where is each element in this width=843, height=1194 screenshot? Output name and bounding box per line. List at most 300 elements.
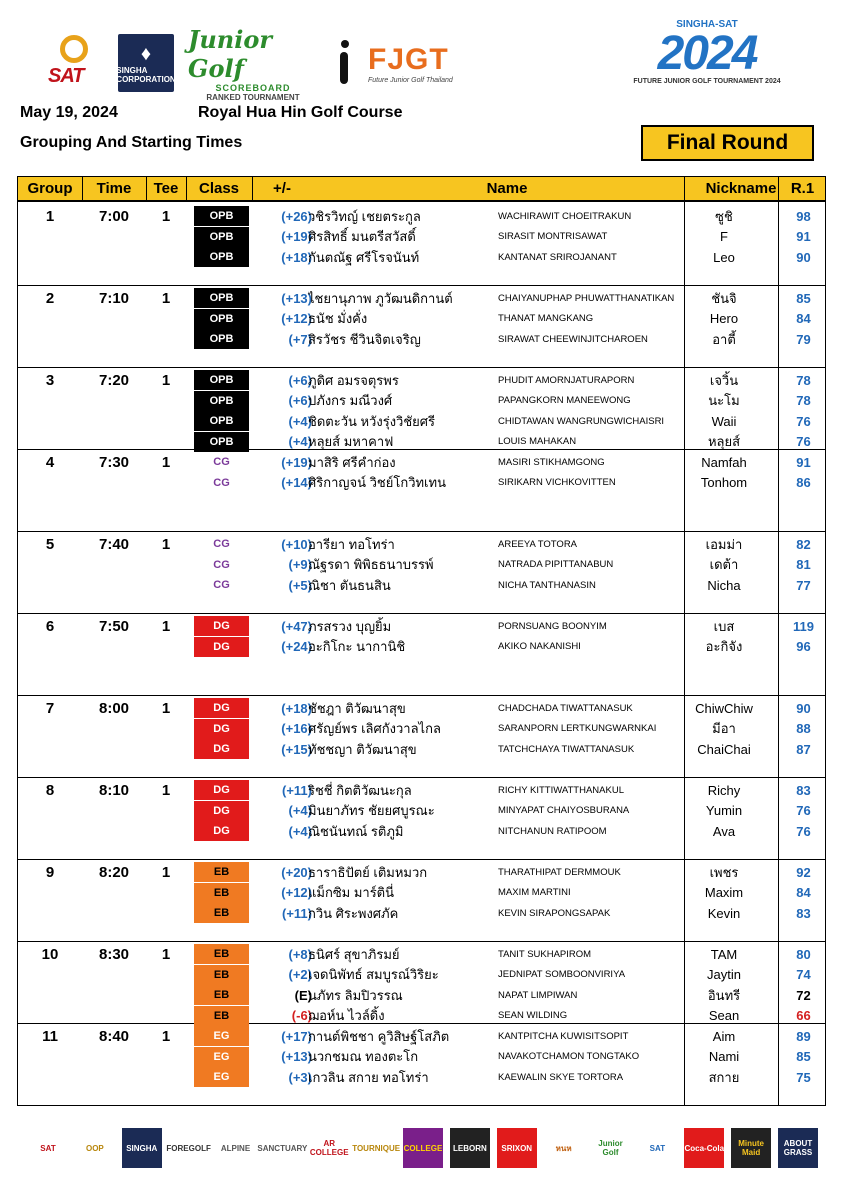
event-date: May 19, 2024 (20, 104, 118, 121)
player-name-thai: วชิรวิทญ์ เชยตระกูล (308, 208, 421, 224)
player-name-thai: ศรัญย์พร เลิศกังวาลไกล (308, 721, 441, 736)
table-row (18, 862, 825, 882)
class-badge: CG (194, 534, 249, 554)
group-block (18, 532, 825, 614)
player-nickname: หลุยส์ (707, 434, 741, 449)
player-nickname: Ava (712, 823, 736, 839)
plus-minus: (+18) (281, 700, 312, 716)
player-name-english: THANAT MANGKANG (498, 313, 594, 324)
player-nickname: เพชร (709, 864, 739, 880)
player-name-english: NITCHANUN RATIPOOM (498, 825, 607, 837)
group-number: 8 (45, 781, 55, 799)
sponsor-logo: Coca-Cola (684, 1128, 724, 1168)
player-nickname: อาตี้ (712, 331, 736, 347)
class-badge: EG (194, 1067, 249, 1087)
player-name-thai: กวิน ศิระพงศภัค (308, 905, 399, 921)
class-badge: OPB (194, 288, 249, 308)
player-name-english: SIRIKARN VICHKOVITTEN (498, 477, 616, 488)
round1-score: 90 (796, 700, 811, 716)
starting-times-table (17, 176, 826, 1106)
plus-minus: (+3) (288, 1069, 312, 1085)
table-row (18, 555, 825, 575)
sponsor-logo: LEBORN (450, 1128, 490, 1168)
class-badge: OPB (194, 432, 249, 452)
player-name-thai: อะกิโกะ นากานิชิ (308, 639, 406, 654)
round1-score: 91 (796, 229, 811, 244)
player-name-thai: ณัฐรดา พิพิธธนาบรรพ์ (308, 557, 434, 572)
class-badge: DG (194, 739, 249, 759)
class-badge: EB (194, 903, 249, 923)
player-nickname: Tonhom (700, 475, 748, 490)
table-row (18, 534, 825, 554)
player-name-english: SEAN WILDING (498, 1010, 568, 1021)
table-row (18, 473, 825, 493)
player-name-thai: เจดนิพัทธ์ สมบูรณ์วิริยะ (308, 967, 439, 982)
player-name-english: RICHY KITTIWATTHANAKUL (498, 784, 624, 796)
round1-score: 79 (796, 331, 811, 347)
tee-time: 7:20 (98, 371, 130, 389)
group-number: 3 (45, 371, 55, 389)
sponsor-logo: Junior Golf (591, 1128, 631, 1168)
table-row (18, 801, 825, 821)
table-row (18, 1006, 825, 1026)
player-nickname: เบส (713, 618, 735, 634)
player-name-thai: ชิดตะวัน หวังรุ่งวิชัยศรี (308, 413, 436, 429)
table-row (18, 637, 825, 657)
player-name-english: NATRADA PIPITTANABUN (498, 559, 614, 570)
player-name-english: MAXIM MARTINI (498, 887, 571, 898)
player-name-thai: ชัชฎา ติวัฒนาสุข (308, 700, 406, 716)
player-name-english: JEDNIPAT SOMBOONVIRIYA (498, 969, 626, 980)
round1-score: 96 (796, 639, 811, 654)
class-badge: DG (194, 780, 249, 800)
group-block (18, 696, 825, 778)
plus-minus: (+10) (281, 536, 312, 552)
tee-time: 8:30 (98, 945, 130, 963)
header-logos (48, 24, 478, 102)
player-nickname: สกาย (708, 1069, 740, 1085)
table-row (18, 883, 825, 903)
table-row (18, 391, 825, 411)
player-nickname: เดต้า (709, 557, 739, 572)
player-name-english: SARANPORN LERTKUNGWARNKAI (498, 723, 657, 734)
player-name-english: CHIDTAWAN WANGRUNGWICHAISRI (498, 415, 665, 427)
golfer-icon (332, 34, 354, 92)
table-row (18, 370, 825, 390)
table-row (18, 1026, 825, 1046)
player-nickname: Kevin (707, 905, 741, 921)
round1-score: 85 (796, 290, 811, 306)
plus-minus: (+11) (282, 782, 312, 798)
col-tee: Tee (153, 180, 179, 197)
plus-minus: (+13) (281, 1049, 312, 1064)
round1-score: 77 (796, 577, 811, 593)
round1-score: 78 (796, 393, 811, 408)
sponsor-logo: COLLEGE (403, 1128, 443, 1168)
plus-minus: (+5) (288, 577, 312, 593)
round1-score: 85 (796, 1049, 811, 1064)
player-name-thai: ณิชนันทณ์ รติภูมิ (308, 823, 404, 839)
player-name-english: WACHIRAWIT CHOEITRAKUN (498, 210, 632, 222)
class-badge: EB (194, 965, 249, 985)
round1-score: 80 (796, 946, 811, 962)
round1-score: 86 (796, 475, 811, 490)
round1-score: 72 (796, 987, 811, 1003)
plus-minus: (E) (294, 987, 312, 1003)
col-nickname: Nickname (705, 180, 777, 197)
tee-number: 1 (161, 535, 171, 553)
col-round1: R.1 (790, 180, 815, 197)
class-badge: DG (194, 719, 249, 739)
sponsor-logo: ALPINE (216, 1128, 256, 1168)
class-badge: DG (194, 801, 249, 821)
player-nickname: Leo (713, 249, 735, 265)
class-badge: DG (194, 698, 249, 718)
player-name-thai: สิรวัชร ชีวินจิตเจริญ (308, 331, 421, 347)
player-nickname: Namfah (701, 454, 747, 470)
player-name-thai: ทัชชญา ติวัฒนาสุข (308, 741, 417, 757)
round1-score: 90 (796, 249, 811, 265)
player-name-thai: นวกชมณ ทองตะโก (308, 1049, 419, 1064)
class-badge: OPB (194, 309, 249, 329)
plus-minus: (+16) (281, 721, 312, 736)
table-row (18, 965, 825, 985)
tee-number: 1 (161, 617, 171, 635)
plus-minus: (+7) (288, 331, 312, 347)
group-block (18, 778, 825, 860)
plus-minus: (+12) (281, 885, 312, 900)
player-nickname: ซูชิ (715, 208, 733, 224)
round1-score: 76 (796, 434, 811, 449)
round1-score: 83 (796, 905, 811, 921)
plus-minus: (+26) (281, 208, 312, 224)
round1-score: 92 (796, 864, 811, 880)
player-name-thai: นภัทร ลิมปิวรรณ (308, 987, 403, 1003)
round1-score: 89 (796, 1028, 811, 1044)
table-row (18, 411, 825, 431)
table-row (18, 206, 825, 226)
class-badge: EG (194, 1047, 249, 1067)
table-row (18, 719, 825, 739)
tee-time: 8:10 (98, 781, 130, 799)
class-badge: CG (194, 473, 249, 493)
player-name-thai: แม็กซิม มาร์ตินี่ (308, 885, 395, 900)
player-nickname: ChiwChiw (695, 700, 753, 716)
round1-score: 76 (796, 413, 811, 429)
sponsor-logo: TOURNIQUE (356, 1128, 396, 1168)
tournament-2024-badge: SINGHA-SAT 2024 FUTURE JUNIOR GOLF TOURNAMENT 2024 (633, 19, 781, 85)
tee-number: 1 (161, 863, 171, 881)
player-name-english: MINYAPAT CHAIYOSBURANA (498, 805, 630, 816)
round1-score: 81 (796, 557, 811, 572)
player-nickname: Nicha (707, 577, 741, 593)
round1-score: 75 (796, 1069, 811, 1085)
player-name-english: MASIRI STIKHAMGONG (498, 456, 605, 468)
player-name-english: KAEWALIN SKYE TORTORA (498, 1071, 624, 1083)
player-name-english: NAPAT LIMPIWAN (498, 989, 578, 1001)
player-name-english: SIRAWAT CHEEWINJITCHAROEN (498, 333, 648, 345)
plus-minus: (+4) (288, 413, 312, 429)
class-badge: EB (194, 985, 249, 1005)
player-name-thai: ริชชี่ กิตติวัฒนะกุล (308, 782, 412, 798)
plus-minus: (+2) (288, 967, 312, 982)
table-row (18, 739, 825, 759)
round1-score: 76 (796, 823, 811, 839)
player-name-english: AREEYA TOTORA (498, 538, 578, 550)
table-row (18, 452, 825, 472)
plus-minus: (+4) (288, 803, 312, 818)
player-name-english: PHUDIT AMORNJATURAPORN (498, 374, 635, 386)
player-nickname: นะโม (708, 393, 740, 408)
player-name-thai: ปภังกร มณีวงศ์ (308, 393, 393, 408)
plus-minus: (+6) (288, 372, 312, 388)
round1-score: 91 (796, 454, 811, 470)
class-badge: OPB (194, 227, 249, 247)
col-plus-minus: +/- (273, 180, 291, 197)
col-time: Time (96, 180, 132, 197)
plus-minus: (+13) (281, 290, 312, 306)
plus-minus: (+20) (281, 864, 312, 880)
class-badge: CG (194, 575, 249, 595)
plus-minus: (+19) (281, 454, 312, 470)
group-block (18, 942, 825, 1024)
junior-golf-scoreboard-logo: Junior Golf SCOREBOARD RANKED TOURNAMENT (188, 24, 300, 102)
group-number: 5 (45, 535, 55, 553)
table-row (18, 616, 825, 636)
player-nickname: F (720, 229, 728, 244)
round-label: Final Round (641, 125, 814, 161)
tee-time: 7:00 (98, 207, 130, 225)
round1-score: 119 (793, 618, 814, 634)
player-name-english: TANIT SUKHAPIROM (498, 948, 592, 960)
table-row (18, 780, 825, 800)
player-nickname: ChaiChai (697, 741, 751, 757)
group-number: 4 (45, 453, 55, 471)
class-badge: OPB (194, 206, 249, 226)
table-row (18, 1067, 825, 1087)
tee-time: 7:40 (98, 535, 130, 553)
group-block (18, 450, 825, 532)
player-name-thai: ภรสรวง บุญยิ้ม (308, 618, 392, 634)
player-nickname: Richy (707, 782, 741, 798)
class-badge: DG (194, 821, 249, 841)
tee-time: 7:10 (98, 289, 130, 307)
table-row (18, 432, 825, 452)
player-name-english: PORNSUANG BOONYIM (498, 620, 607, 632)
player-nickname: Sean (708, 1008, 740, 1023)
table-row (18, 944, 825, 964)
group-block (18, 860, 825, 942)
player-name-english: PAPANGKORN MANEEWONG (498, 395, 631, 406)
plus-minus: (+6) (288, 393, 312, 408)
player-nickname: Jaytin (707, 967, 741, 982)
group-block (18, 204, 825, 286)
table-row (18, 1047, 825, 1067)
plus-minus: (+15) (281, 741, 312, 757)
course-name: Royal Hua Hin Golf Course (198, 104, 403, 121)
tee-number: 1 (161, 371, 171, 389)
table-row (18, 903, 825, 923)
round1-score: 88 (796, 721, 811, 736)
player-name-english: KEVIN SIRAPONGSAPAK (498, 907, 611, 919)
class-badge: EG (194, 1026, 249, 1046)
player-name-thai: ภูดิศ อมรจตุรพร (308, 372, 399, 388)
class-badge: OPB (194, 391, 249, 411)
player-nickname: อะกิจัง (705, 639, 743, 654)
player-name-english: TATCHCHAYA TIWATTANASUK (498, 743, 635, 755)
table-row (18, 227, 825, 247)
table-row (18, 247, 825, 267)
tee-time: 7:50 (98, 617, 130, 635)
class-badge: EB (194, 1006, 249, 1026)
page-subtitle: Grouping And Starting Times (20, 134, 243, 151)
player-name-thai: ไชยานุภาพ ภูวัฒนดิกานต์ (308, 290, 453, 306)
table-row (18, 985, 825, 1005)
plus-minus: (-6) (291, 1008, 312, 1023)
plus-minus: (+24) (281, 639, 312, 654)
round1-score: 87 (796, 741, 811, 757)
player-name-thai: กันตณัฐ ศรีโรจนันท์ (308, 249, 420, 265)
round1-score: 78 (796, 372, 811, 388)
tee-time: 7:30 (98, 453, 130, 471)
round1-score: 98 (796, 208, 811, 224)
tee-number: 1 (161, 289, 171, 307)
class-badge: DG (194, 637, 249, 657)
player-nickname: Yumin (705, 803, 743, 818)
player-name-thai: ธนัช มั่งคั่ง (308, 311, 368, 326)
group-number: 6 (45, 617, 55, 635)
player-nickname: Hero (709, 311, 739, 326)
sat-logo: SAT (48, 33, 104, 93)
player-name-thai: มาสิริ ศรีคำก่อง (308, 454, 396, 470)
sponsor-logo: ABOUT GRASS (778, 1128, 818, 1168)
table-header (18, 177, 825, 202)
player-name-thai: ศิรสิทธิ์ มนตรีสวัสดิ์ (308, 229, 416, 244)
table-row (18, 309, 825, 329)
player-nickname: เอมม่า (705, 536, 743, 552)
sponsor-logo: SAT (637, 1128, 677, 1168)
table-row (18, 575, 825, 595)
player-name-english: AKIKO NAKANISHI (498, 641, 581, 652)
class-badge: CG (194, 555, 249, 575)
tee-time: 8:40 (98, 1027, 130, 1045)
table-row (18, 821, 825, 841)
player-name-thai: ธนิศร์ สุขาภิรมย์ (308, 946, 400, 962)
player-nickname: Nami (708, 1049, 740, 1064)
player-name-english: THARATHIPAT DERMMOUK (498, 866, 621, 878)
group-block (18, 286, 825, 368)
group-number: 1 (45, 207, 55, 225)
round1-score: 82 (796, 536, 811, 552)
player-nickname: TAM (710, 946, 738, 962)
group-number: 9 (45, 863, 55, 881)
player-nickname: Waii (711, 413, 737, 429)
tee-number: 1 (161, 945, 171, 963)
round1-score: 83 (796, 782, 811, 798)
sponsor-logo: SRIXON (497, 1128, 537, 1168)
tee-number: 1 (161, 699, 171, 717)
class-badge: CG (194, 452, 249, 472)
player-name-thai: ศิริกาญจน์ วิชย์โกวิทเทน (308, 475, 446, 490)
class-badge: OPB (194, 411, 249, 431)
player-name-thai: กานต์พิชชา คูวิสิษฐ์โสภิต (308, 1028, 450, 1044)
player-name-thai: เกวลิน สกาย ทอโทร่า (308, 1069, 429, 1085)
plus-minus: (+47) (281, 618, 312, 634)
sponsor-logo: Minute Maid (731, 1128, 771, 1168)
group-block (18, 1024, 825, 1106)
player-name-thai: อารียา ทอโทร่า (308, 536, 395, 552)
player-name-english: NICHA TANTHANASIN (498, 579, 596, 591)
round1-score: 76 (796, 803, 811, 818)
sponsor-strip (28, 1125, 818, 1171)
table-row (18, 288, 825, 308)
tee-time: 8:00 (98, 699, 130, 717)
player-name-english: CHADCHADA TIWATTANASUK (498, 702, 633, 714)
class-badge: OPB (194, 329, 249, 349)
singha-logo: ♦ SINGHA CORPORATION (118, 34, 174, 92)
plus-minus: (+17) (281, 1028, 312, 1044)
plus-minus: (+19) (281, 229, 312, 244)
player-nickname: Aim (712, 1028, 736, 1044)
player-name-thai: ณิชา ตันธนสิน (308, 577, 391, 593)
sponsor-logo: หนห (544, 1128, 584, 1168)
round1-score: 66 (796, 1008, 811, 1023)
class-badge: EB (194, 944, 249, 964)
col-class: Class (198, 180, 240, 197)
tee-number: 1 (161, 1027, 171, 1045)
tee-number: 1 (161, 453, 171, 471)
class-badge: OPB (194, 370, 249, 390)
player-name-thai: หลุยส์ มหาคาฟ (308, 434, 394, 449)
group-number: 11 (42, 1027, 58, 1045)
tee-time: 8:20 (98, 863, 130, 881)
sponsor-logo: OOP (75, 1128, 115, 1168)
round1-score: 84 (796, 311, 811, 326)
table-row (18, 698, 825, 718)
col-group: Group (27, 180, 73, 197)
player-nickname: มีอา (712, 721, 736, 736)
col-name: Name (486, 180, 528, 197)
player-nickname: เจวิ้น (709, 372, 739, 388)
player-name-english: SIRASIT MONTRISAWAT (498, 231, 608, 242)
plus-minus: (+12) (281, 311, 312, 326)
plus-minus: (+4) (288, 823, 312, 839)
group-number: 7 (45, 699, 55, 717)
class-badge: DG (194, 616, 249, 636)
tee-number: 1 (161, 781, 171, 799)
class-badge: EB (194, 862, 249, 882)
player-nickname: ชันจิ (711, 290, 737, 306)
group-number: 2 (45, 289, 55, 307)
tee-number: 1 (161, 207, 171, 225)
plus-minus: (+8) (288, 946, 312, 962)
plus-minus: (+14) (281, 475, 312, 490)
group-block (18, 368, 825, 450)
player-name-english: LOUIS MAHAKAN (498, 436, 577, 447)
player-name-english: KANTPITCHA KUWISITSOPIT (498, 1030, 629, 1042)
table-row (18, 329, 825, 349)
player-nickname: อินทรี (707, 987, 741, 1003)
plus-minus: (+18) (281, 249, 312, 265)
player-name-english: NAVAKOTCHAMON TONGTAKO (498, 1051, 640, 1062)
fjgt-logo: FJGT Future Junior Golf Thailand (368, 42, 453, 84)
class-badge: OPB (194, 247, 249, 267)
player-name-english: KANTANAT SRIROJANANT (498, 251, 617, 263)
player-name-thai: มินยาภัทร ชัยยศบูรณะ (308, 803, 435, 818)
round1-score: 84 (796, 885, 811, 900)
sponsor-logo: SINGHA (122, 1128, 162, 1168)
sponsor-logo: AR COLLEGE (309, 1128, 349, 1168)
